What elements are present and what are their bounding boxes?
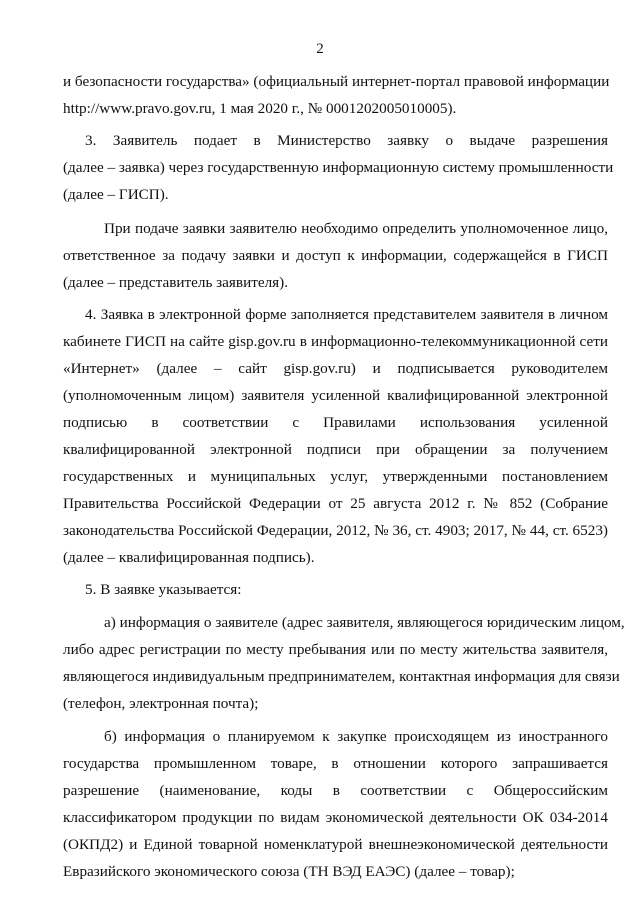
text-line: ответственное за подачу заявки и доступ к информации, содержащейся в ГИСП [63, 247, 608, 264]
text-line: (далее – представитель заявителя). [63, 274, 289, 291]
text-line: б) информация о планируемом к закупке происходящем из иностранного [104, 728, 608, 745]
text-line: Евразийского экономического союза (ТН ВЭД ЕАЭС) (далее – товар); [63, 863, 515, 880]
text-line: квалифицированной электронной подписи при обращении за получением [63, 441, 608, 458]
text-line: (далее – заявка) через государственную информационную систему промышленности [63, 159, 614, 176]
document-body [63, 68, 625, 885]
text-line: http://www.pravo.gov.ru, 1 мая 2020 г., № 0001202005010005). [63, 100, 457, 117]
paragraph-item-3 [63, 127, 614, 208]
text-line: подписью в соответствии с Правилами использования усиленной [63, 414, 608, 431]
paragraph-item-5 [63, 576, 608, 603]
text-line: государственных и муниципальных услуг, утвержденными постановлением [63, 468, 608, 485]
text-line: Правительства Российской Федерации от 25 августа 2012 г. № 852 (Собрание [63, 495, 608, 512]
text-line: являющегося индивидуальным предпринимателем, контактная информация для связи [63, 668, 620, 685]
text-line: а) информация о заявителе (адрес заявителя, являющегося юридическим лицом, [104, 614, 625, 631]
text-line: разрешение (наименование, коды в соответствии с Общероссийским [63, 782, 608, 799]
paragraph-continuation [63, 68, 608, 122]
text-line: 3. Заявитель подает в Министерство заявку о выдаче разрешения [85, 132, 608, 149]
paragraph-subitem-b [63, 723, 608, 885]
text-line: 5. В заявке указывается: [85, 581, 242, 598]
text-line: «Интернет» (далее – сайт gisp.gov.ru) и подписывается руководителем [63, 360, 608, 377]
text-line: (далее – квалифицированная подпись). [63, 549, 315, 566]
paragraph-item-4 [63, 301, 608, 571]
text-line: классификатором продукции по видам экономической деятельности ОК 034-2014 [63, 809, 608, 826]
text-line: При подаче заявки заявителю необходимо определить уполномоченное лицо, [104, 220, 608, 237]
text-line: законодательства Российской Федерации, 2012, № 36, ст. 4903; 2017, № 44, ст. 6523) [63, 522, 608, 539]
text-line: 4. Заявка в электронной форме заполняется представителем заявителя в личном [85, 306, 608, 323]
text-line: (ОКПД2) и Единой товарной номенклатурой внешнеэкономической деятельности [63, 836, 608, 853]
text-line: (уполномоченным лицом) заявителя усиленной квалифицированной электронной [63, 387, 608, 404]
text-line: и безопасности государства» (официальный интернет-портал правовой информации [63, 73, 610, 90]
page-number: 2 [316, 41, 324, 57]
paragraph-representative [63, 215, 608, 296]
text-line: либо адрес регистрации по месту пребывания или по месту жительства заявителя, [63, 641, 608, 658]
text-line: (телефон, электронная почта); [63, 695, 259, 712]
text-line: государства промышленном товаре, в отношении которого запрашивается [63, 755, 608, 772]
text-line: кабинете ГИСП на сайте gisp.gov.ru в информационно-телекоммуникационной сети [63, 333, 608, 350]
text-line: (далее – ГИСП). [63, 186, 169, 203]
paragraph-subitem-a [63, 609, 625, 717]
